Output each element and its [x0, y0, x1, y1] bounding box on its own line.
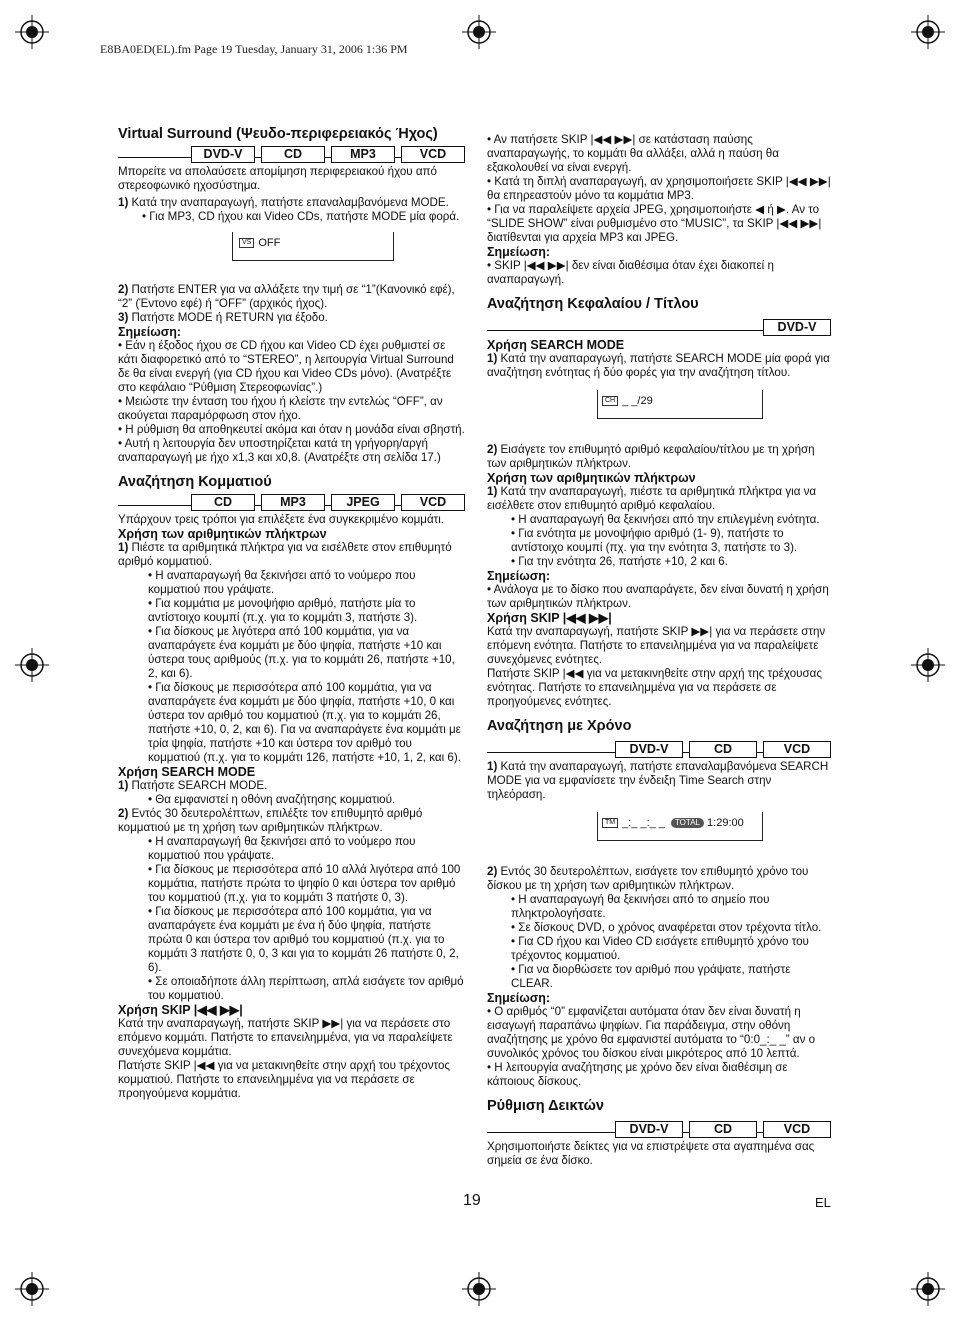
osd-time-icon: TM — [602, 818, 618, 828]
bullet: • Για δίσκους με λιγότερα από 100 κομμάτια, για να αναπαράγετε ένα κομμάτι με δύο ψηφία, πατήστε +10 και ύστερα τους αριθμούς (π.χ. για το κομμάτι 26, πατήστε +10, 2, και 6). — [148, 625, 455, 680]
bullet: • Για δίσκους με περισσότερα από 100 κομμάτια, για να αναπαράγετε ένα κομμάτι με ένα ή δύο ψηφία, πατήστε πρώτα 0 και ύστερα τον αριθμό του κομματιού (π.χ. για το κομμάτι 3 πατήστε 0, 0, 3 και για το κομμάτι 26 πατήστε 0, 2, 6). — [148, 905, 459, 974]
step-1: 1) Κατά την αναπαραγωγή, πατήστε επαναλαμβανόμενα SEARCH MODE για να εμφανίσετε την ένδειξη Time Search στην τηλεόραση. — [487, 760, 829, 801]
subheading-numeric-keys: Χρήση των αριθμητικών πλήκτρων — [118, 527, 327, 541]
section-title-time-search: Αναζήτηση με Χρόνο — [487, 718, 632, 734]
disc-tags — [487, 741, 831, 758]
section-title-virtual-surround: Virtual Surround (Ψευδο-περιφερειακός Ήχος) — [118, 126, 438, 142]
registration-mark-icon — [15, 1272, 49, 1306]
subheading-skip: Χρήση SKIP |◀◀ ▶▶| — [487, 611, 612, 625]
tag-cd: CD — [689, 741, 757, 758]
subheading-skip: Χρήση SKIP |◀◀ ▶▶| — [118, 1003, 243, 1017]
note-item: • Ο αριθμός “0” εμφανίζεται αυτόματα όταν δεν είναι δυνατή η εισαγωγή παραπάνω ψηφίων. Για παράδειγμα, στην οθόνη αναζήτησης με χρόνο θα εμφανιστεί αυτόματα το “0:0_:_ _” αν ο συνολικός χρόνος του δίσκου είναι μικρότερος από 10 λεπτά. — [487, 1005, 816, 1060]
osd-value: OFF — [258, 237, 281, 249]
note-heading: Σημείωση: — [118, 325, 182, 339]
note-item: • Αυτή η λειτουργία δεν υποστηρίζεται κατά τη γρήγορη/αργή αναπαραγωγή με ήχο x1,3 και x0,8. (Ανατρέξτε στη σελίδα 17.) — [118, 437, 441, 464]
note-item: • Μειώστε την ένταση του ήχου ή κλείστε την εντελώς “OFF”, αν ακούγεται παραμόρφωση στον ήχο. — [118, 395, 443, 422]
step-2: 2) Εντός 30 δευτερολέπτων, επιλέξτε τον επιθυμητό αριθμό κομματιού με τη χρήση των αριθμητικών πλήκτρων. — [118, 807, 423, 834]
tag-mp3: MP3 — [331, 146, 395, 163]
registration-mark-icon — [911, 648, 945, 682]
osd-total-value: 1:29:00 — [707, 817, 744, 829]
bullet: • Για δίσκους με περισσότερα από 10 αλλά λιγότερα από 100 κομμάτια, πατήστε πρώτα το ψηφίο 0 και ύστερα τον αριθμό του κομματιού (π.χ. για το κομμάτι 3 πατήστε 0, 3). — [148, 863, 461, 904]
tag-cd: CD — [191, 494, 255, 511]
registration-mark-icon — [911, 15, 945, 49]
step-1-bullet: • Για MP3, CD ήχου και Video CDs, πατήστε MODE μία φορά. — [142, 210, 460, 223]
disc-tags — [487, 319, 831, 336]
tag-mp3: MP3 — [261, 494, 325, 511]
step-1: 1) Κατά την αναπαραγωγή, πατήστε SEARCH MODE μία φορά για αναζήτηση ενότητας ή δύο φορές για την αναζήτηση τίτλου. — [487, 352, 830, 379]
tag-jpeg: JPEG — [331, 494, 395, 511]
intro-text: Χρησιμοποιήστε δείκτες για να επιστρέψετε στα αγαπημένα σας σημεία σε ένα δίσκο. — [487, 1140, 815, 1167]
tag-dvd-v: DVD-V — [763, 319, 831, 336]
osd-surround-icon: VS — [239, 238, 254, 248]
tag-vcd: VCD — [401, 146, 465, 163]
bullet: • Αν πατήσετε SKIP |◀◀ ▶▶| σε κατάσταση παύσης αναπαραγωγής, το κομμάτι θα αλλάξει, αλλά η παύση θα εξακολουθεί να είναι ενεργή. — [487, 133, 779, 174]
note-heading: Σημείωση: — [487, 991, 551, 1005]
page-number: 19 — [463, 1192, 481, 1209]
disc-tags — [118, 494, 465, 511]
note-item: • SKIP |◀◀ ▶▶| δεν είναι διαθέσιμα όταν έχει διακοπεί η αναπαραγωγή. — [487, 259, 774, 286]
bullet: • Σε οποιαδήποτε άλλη περίπτωση, απλά εισάγετε τον αριθμό του κομματιού. — [148, 975, 464, 1002]
bullet: • Για δίσκους με περισσότερα από 100 κομμάτια, για να αναπαράγετε ένα κομμάτι με δύο ψηφία, πατήστε +10, 0 και ύστερα τον αριθμό του κομματιού (π.χ. για το κομμάτι 26, πατήστε +10, 0, 2, και 6). Για να αναπαράγετε ένα κομμάτι με τρία ψηφία, πατήστε +10 και ύστερα τον αριθμό του κομματιού (π.χ. για το κομμάτι 126, πατήστε +10, 1, 2, και 6). — [148, 681, 461, 764]
bullet: • Η αναπαραγωγή θα ξεκινήσει από το νούμερο που κομματιού που γράψατε. — [148, 835, 416, 862]
note-item: • Η ρύθμιση θα αποθηκευτεί ακόμα και όταν η μονάδα είναι σβηστή. — [118, 423, 465, 436]
tag-vcd: VCD — [401, 494, 465, 511]
bullet: • Κατά τη διπλή αναπαραγωγή, αν χρησιμοποιήσετε SKIP |◀◀ ▶▶| θα επηρεαστούν μόνο τα κομμάτια MP3. — [487, 175, 831, 202]
registration-mark-icon — [15, 15, 49, 49]
bullet: • Η αναπαραγωγή θα ξεκινήσει από την επιλεγμένη ενότητα. — [511, 513, 820, 526]
bullet: • Για CD ήχου και Video CD εισάγετε επιθυμητό χρόνο του τρέχοντος κομματιού. — [511, 935, 809, 962]
note-item: • Η λειτουργία αναζήτησης με χρόνο δεν είναι διαθέσιμη σε κάποιους δίσκους. — [487, 1061, 788, 1088]
step-3: 3) Πατήστε MODE ή RETURN για έξοδο. — [118, 311, 328, 324]
note-item: • Ανάλογα με το δίσκο που αναπαράγετε, δεν είναι δυνατή η χρήση των αριθμητικών πλήκτρων. — [487, 583, 829, 610]
bullet: • Για να παραλείψετε αρχεία JPEG, χρησιμοποιήστε ◀ ή ▶. Αν το “SLIDE SHOW” είναι ρυθμισμένο στο “MUSIC”, τα SKIP |◀◀ ▶▶| διατίθενται για αρχεία MP3 και JPEG. — [487, 203, 822, 244]
left-column — [118, 125, 465, 1101]
step-2: 2) Εισάγετε τον επιθυμητό αριθμό κεφαλαίου/τίτλου με τη χρήση των αριθμητικών πλήκτρων. — [487, 443, 815, 470]
right-column — [487, 133, 831, 1168]
section-title-track-search: Αναζήτηση Κομματιού — [118, 474, 272, 490]
tag-dvd-v: DVD-V — [615, 1121, 683, 1138]
note-heading: Σημείωση: — [487, 569, 551, 583]
registration-mark-icon — [462, 15, 496, 49]
intro-text: Υπάρχουν τρεις τρόποι για επιλέξετε ένα συγκεκριμένο κομμάτι. — [118, 513, 445, 526]
note-heading: Σημείωση: — [487, 245, 551, 259]
tag-dvd-v: DVD-V — [615, 741, 683, 758]
bullet: • Για κομμάτια με μονοψήφιο αριθμό, πατήστε μία το αντίστοιχο κουμπί (π.χ. για το κομμάτι 3, πατήστε 3). — [148, 597, 418, 624]
intro-text: Μπορείτε να απολαύσετε απομίμηση περιφερειακού ήχου από στερεοφωνικό ηχοσύστημα. — [118, 165, 437, 192]
bullet: • Για ενότητα με μονοψήφιο αριθμό (1- 9), πατήστε το αντίστοιχο κουμπί (πχ. για την ενότητα 3, πατήστε το 3). — [511, 527, 798, 554]
registration-mark-icon — [15, 648, 49, 682]
file-header: E8BA0ED(EL).fm Page 19 Tuesday, January 31, 2006 1:36 PM — [100, 42, 408, 56]
disc-tags — [118, 146, 465, 163]
osd-chapter-icon: CH — [602, 396, 618, 406]
osd-total-badge: TOTAL — [671, 818, 704, 828]
bullet: • Θα εμφανιστεί η οθόνη αναζήτησης κομματιού. — [148, 793, 396, 806]
bullet: • Η αναπαραγωγή θα ξεκινήσει από το σημείο που πληκτρολογήσατε. — [511, 893, 770, 920]
disc-tags — [487, 1121, 831, 1138]
osd-time-input: _:_ _:_ _ — [622, 817, 665, 829]
bullet: • Σε δίσκους DVD, ο χρόνος αναφέρεται στον τρέχοντα τίτλο. — [511, 921, 822, 934]
bullet: • Η αναπαραγωγή θα ξεκινήσει από το νούμερο που κομματιού που γράψατε. — [148, 569, 416, 596]
section-title-chapter-search: Αναζήτηση Κεφαλαίου / Τίτλου — [487, 296, 699, 312]
skip-text: Πατήστε SKIP |◀◀ για να μετακινηθείτε στην αρχή του τρέχοντος κομματιού. Πατήστε το επανειλημμένα για να περάσετε σε προηγούμενα κομμάτια. — [118, 1059, 450, 1100]
registration-mark-icon — [911, 1272, 945, 1306]
step-2: 2) Εντός 30 δευτερολέπτων, εισάγετε τον επιθυμητό χρόνο του δίσκου με τη χρήση των αριθμητικών πλήκτρων. — [487, 865, 809, 892]
tag-cd: CD — [689, 1121, 757, 1138]
bullet: • Για την ενότητα 26, πατήστε +10, 2 και 6. — [511, 555, 728, 568]
skip-text: Κατά την αναπαραγωγή, πατήστε SKIP ▶▶| για να περάσετε στην επόμενη ενότητα. Πατήστε το επανειλημμένα για να παραλείψετε συνεχόμενες ενότητες. — [487, 625, 826, 666]
subheading-search-mode: Χρήση SEARCH MODE — [118, 765, 256, 779]
bullet: • Για να διορθώσετε τον αριθμό που γράψατε, πατήστε CLEAR. — [511, 963, 791, 990]
tag-cd: CD — [261, 146, 325, 163]
osd-screen — [597, 812, 763, 841]
skip-text: Κατά την αναπαραγωγή, πατήστε SKIP ▶▶| για να περάσετε στο επόμενο κομμάτι. Πατήστε το επανειλημμένα, για να παραλείψετε συνεχόμενα κομμάτια. — [118, 1017, 453, 1058]
step-1: 1) Κατά την αναπαραγωγή, πατήστε επαναλαμβανόμενα MODE. — [118, 196, 449, 209]
tag-vcd: VCD — [763, 1121, 831, 1138]
osd-screen — [232, 232, 394, 261]
osd-value: _ _/29 — [622, 395, 653, 407]
subheading-numeric-keys: Χρήση των αριθμητικών πλήκτρων — [487, 471, 696, 485]
step-1: 1) Κατά την αναπαραγωγή, πιέστε τα αριθμητικά πλήκτρα για να εισέλθετε στον επιθυμητό αριθμό κεφαλαίου. — [487, 485, 817, 512]
note-item: • Εάν η έξοδος ήχου σε CD ήχου και Video CD έχει ρυθμιστεί σε κάτι διαφορετικό από το “STEREO”, η λειτουργία Virtual Surround δε θα είναι ενεργή (για CD ήχου και Video CDs μόνο). (Ανατρέξτε στο κεφάλαιο “Ρύθμιση Στερεοφωνίας”.) — [118, 339, 454, 394]
skip-text: Πατήστε SKIP |◀◀ για να μετακινηθείτε στην αρχή της τρέχουσας ενότητας. Πατήστε το επανειλημμένα για να περάσετε σε προηγούμενες ενότητες. — [487, 667, 822, 708]
registration-mark-icon — [462, 1272, 496, 1306]
tag-vcd: VCD — [763, 741, 831, 758]
step-2: 2) Πατήστε ENTER για να αλλάξετε την τιμή σε “1”(Κανονικό εφέ), “2” (Έντονο εφέ) ή “OFF” (αρχικός ήχος). — [118, 283, 455, 310]
step-1: 1) Πιέστε τα αριθμητικά πλήκτρα για να εισέλθετε στον επιθυμητό αριθμό κομματιού. — [118, 541, 452, 568]
language-code: EL — [815, 1195, 831, 1210]
subheading-search-mode: Χρήση SEARCH MODE — [487, 338, 625, 352]
step-1: 1) Πατήστε SEARCH MODE. — [118, 779, 268, 792]
osd-screen — [597, 390, 763, 419]
section-title-markers: Ρύθμιση Δεικτών — [487, 1098, 604, 1114]
tag-dvd-v: DVD-V — [191, 146, 255, 163]
